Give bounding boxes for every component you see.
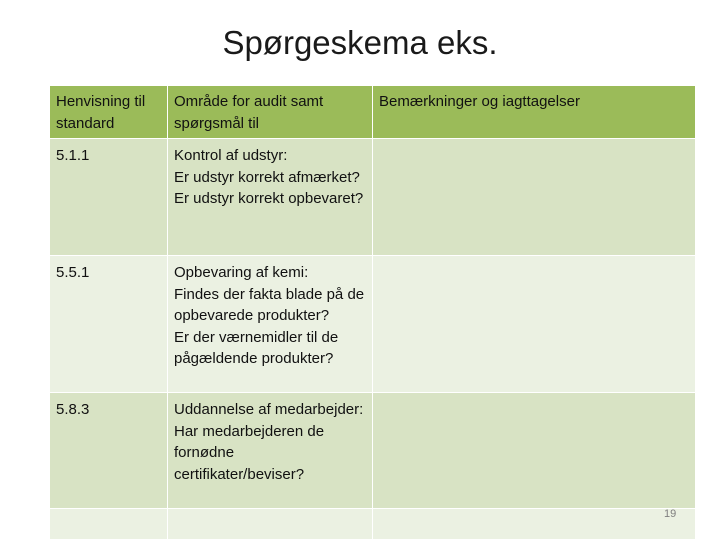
cell-remarks[interactable] [373, 393, 696, 509]
cell-question: Kontrol af udstyr: Er udstyr korrekt afmærket? Er udstyr korrekt opbevaret? [168, 139, 373, 256]
table-row [50, 139, 696, 256]
table-header-row [50, 86, 696, 139]
header-remarks: Bemærkninger og iagttagelser [373, 86, 696, 139]
header-reference: Henvisning til standard [50, 86, 168, 139]
cell-remarks[interactable] [373, 139, 696, 256]
header-audit-area: Område for audit samt spørgsmål til [168, 86, 373, 139]
cell-question [168, 509, 373, 540]
cell-remarks[interactable] [373, 256, 696, 393]
table-row [50, 509, 696, 540]
cell-reference [50, 509, 168, 540]
slide-title: Spørgeskema eks. [222, 24, 498, 61]
cell-reference: 5.5.1 [50, 256, 168, 393]
audit-questionnaire-table [49, 85, 696, 540]
cell-reference: 5.8.3 [50, 393, 168, 509]
table-row [50, 393, 696, 509]
cell-question: Opbevaring af kemi: Findes der fakta blade på de opbevarede produkter? Er der værnemidler til de pågældende produkter? [168, 256, 373, 393]
table-row [50, 256, 696, 393]
cell-remarks[interactable] [373, 509, 696, 540]
cell-reference: 5.1.1 [50, 139, 168, 256]
page-number: 19 [664, 508, 677, 520]
cell-question: Uddannelse af medarbejder: Har medarbejderen de fornødne certifikater/beviser? [168, 393, 373, 509]
